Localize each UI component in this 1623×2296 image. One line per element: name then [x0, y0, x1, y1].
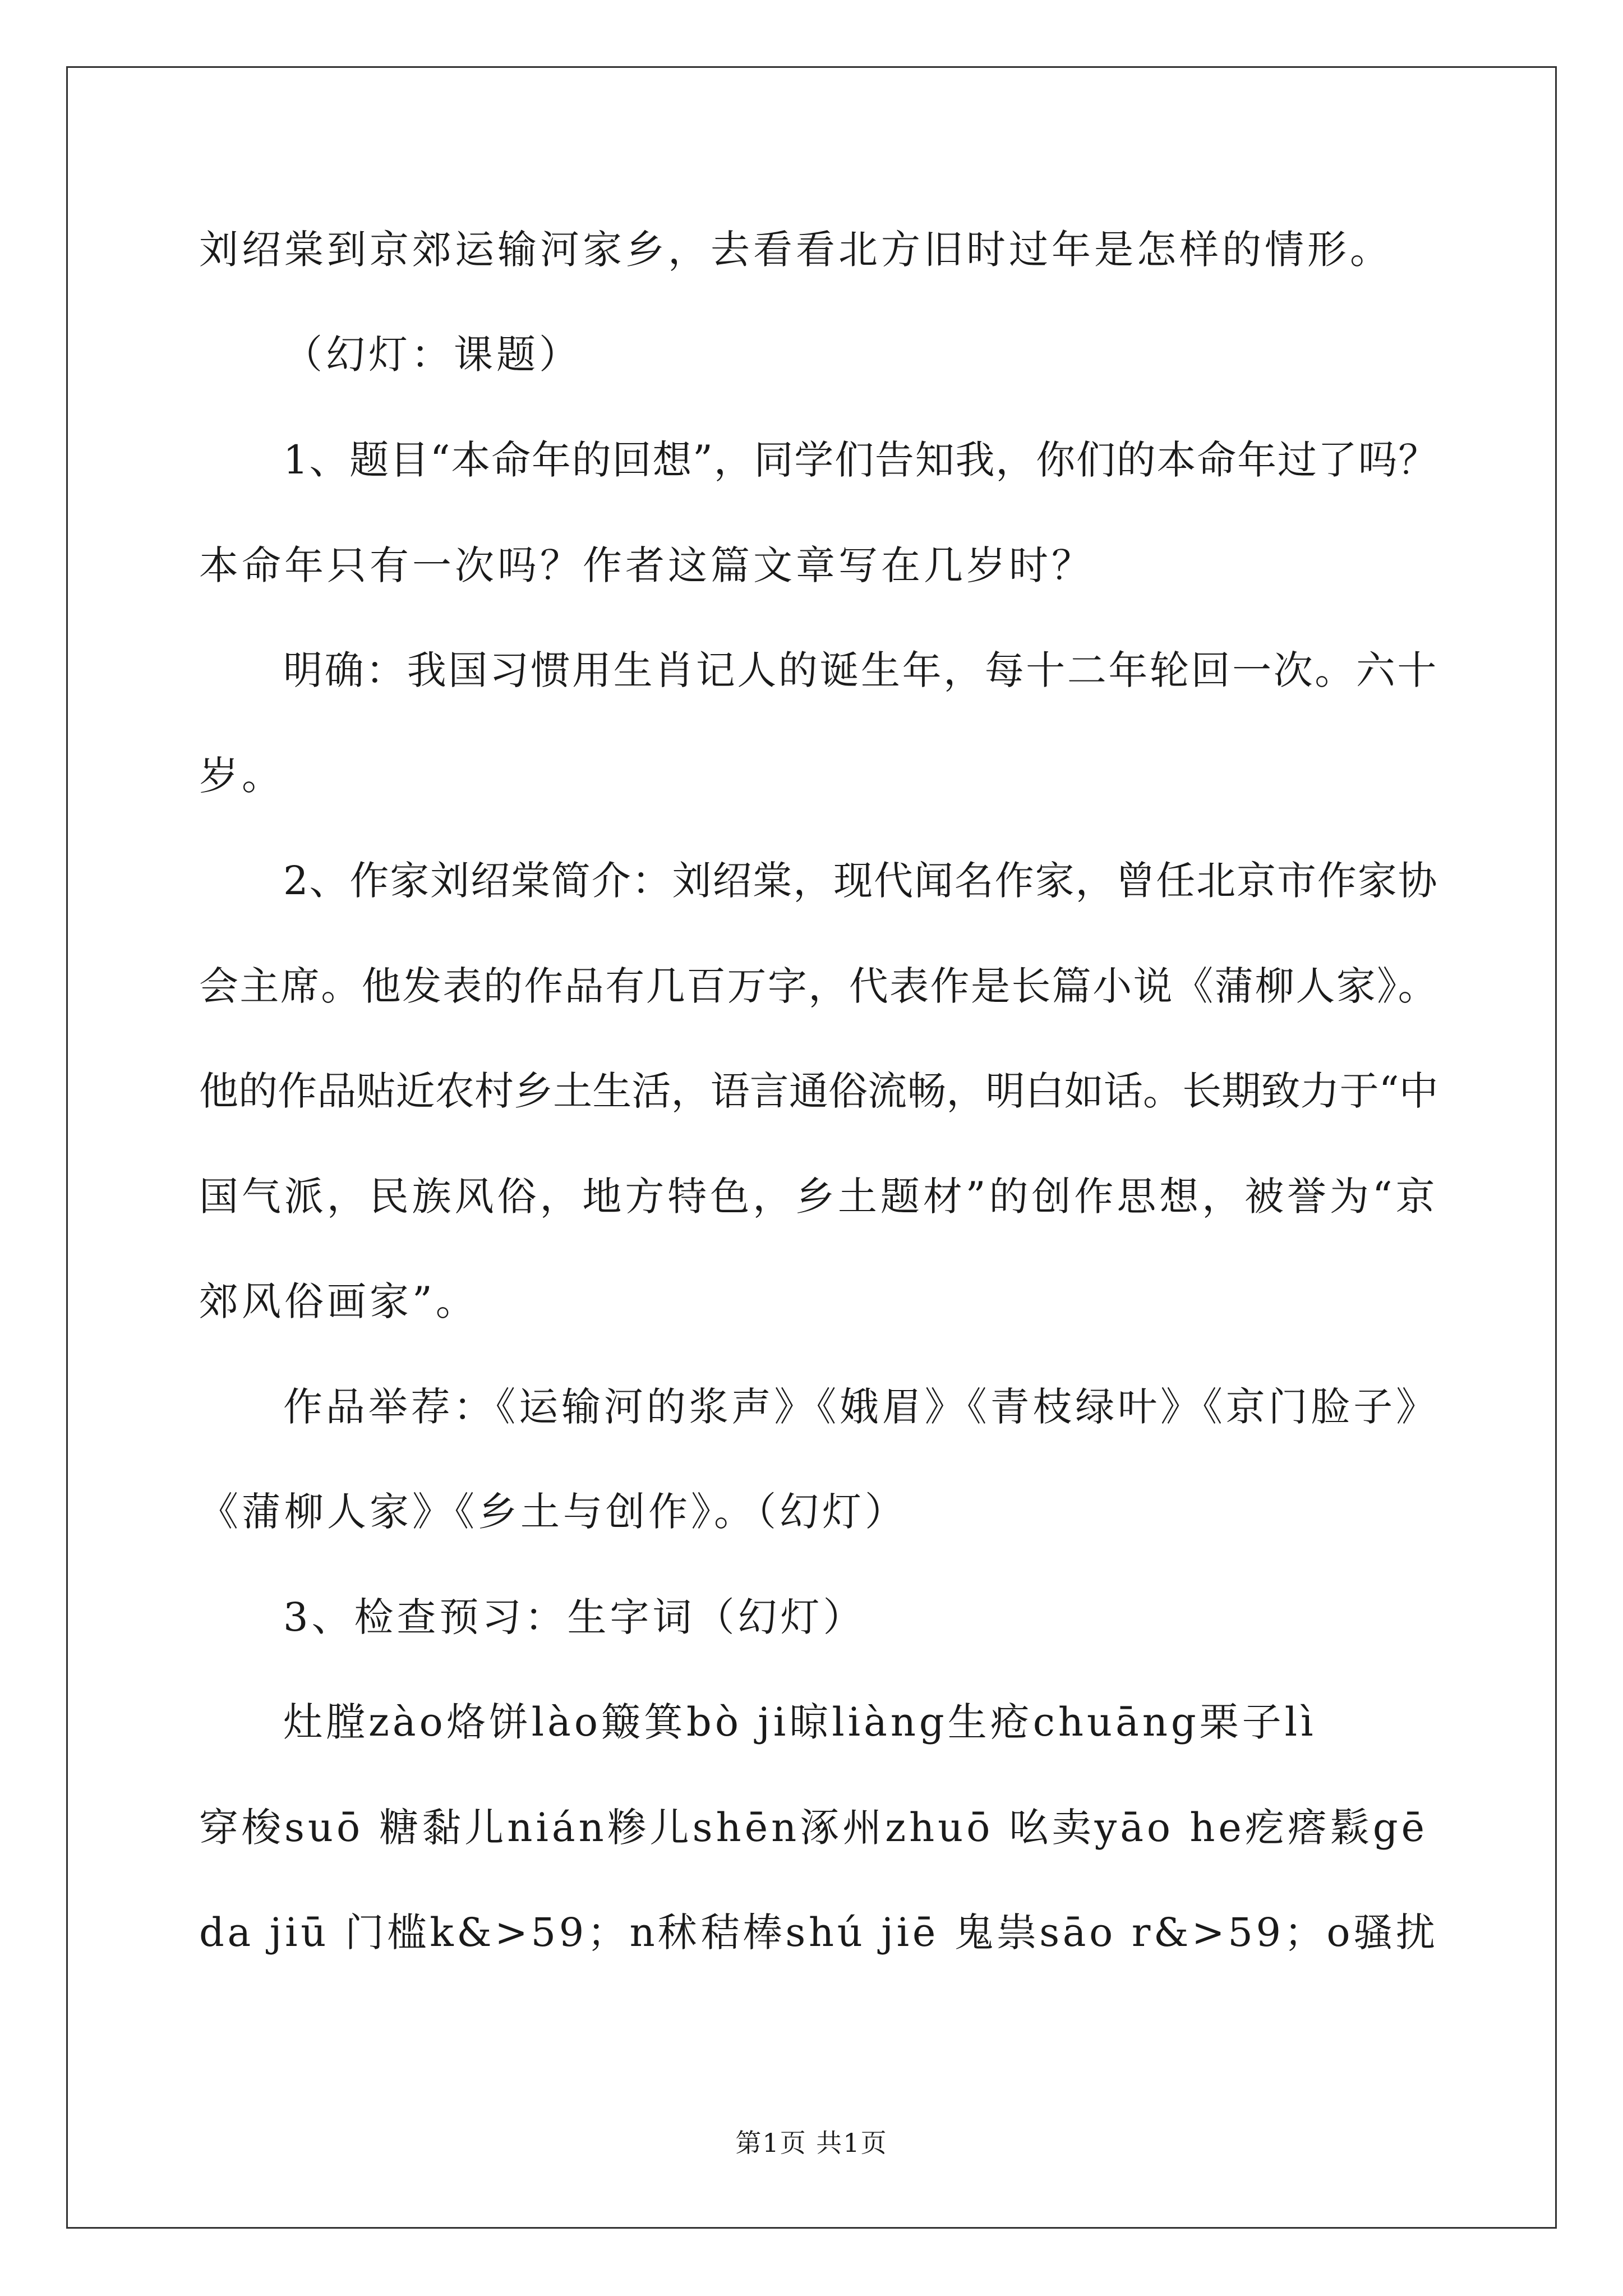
text-line-13: 《蒲柳人家》《乡土与创作》。（幻灯） — [199, 1489, 907, 1535]
text-line-7: 2、作家刘绍棠简介：刘绍棠，现代闻名作家，曾任北京市作家协 — [283, 858, 1438, 904]
text-line-14: 3、检查预习：生字词（幻灯） — [283, 1594, 866, 1640]
text-line-5: 明确：我国习惯用生肖记人的诞生年，每十二年轮回一次。六十 — [283, 647, 1438, 693]
text-line-11: 郊风俗画家”。 — [199, 1278, 478, 1324]
text-line-15: 灶膛zào烙饼lào簸箕bò ji晾liàng生疮chuāng栗子lì — [283, 1699, 1317, 1745]
text-line-17: da jiū 门槛k&>59；n秫秸棒shú jiē 鬼祟sāo r&>59；o骚扰 — [199, 1910, 1438, 1955]
text-line-4: 本命年只有一次吗？作者这篇文章写在几岁时？ — [199, 542, 1094, 588]
text-line-16: 穿梭suō 糖黏儿nián糁儿shēn涿州zhuō 吆卖yāo he疙瘩鬏gē — [199, 1805, 1428, 1851]
text-line-2: （幻灯：课题） — [283, 332, 582, 378]
page-number-footer: 第1页 共1页 — [735, 2128, 888, 2158]
text-line-9: 他的作品贴近农村乡土生活，语言通俗流畅，明白如话。长期致力于“中 — [199, 1068, 1438, 1114]
text-line-8: 会主席。他发表的作品有几百万字，代表作是长篇小说《蒲柳人家》。 — [199, 963, 1438, 1009]
text-line-6: 岁。 — [199, 753, 284, 799]
text-line-12: 作品举荐：《运输河的浆声》《娥眉》《青枝绿叶》《京门脸子》 — [283, 1384, 1438, 1430]
text-line-10: 国气派，民族风俗，地方特色，乡土题材”的创作思想，被誉为“京 — [199, 1174, 1438, 1220]
text-line-3: 1、题目“本命年的回想”，同学们告知我，你们的本命年过了吗？ — [283, 437, 1439, 483]
text-line-1: 刘绍棠到京郊运输河家乡，去看看北方旧时过年是怎样的情形。 — [199, 227, 1393, 273]
